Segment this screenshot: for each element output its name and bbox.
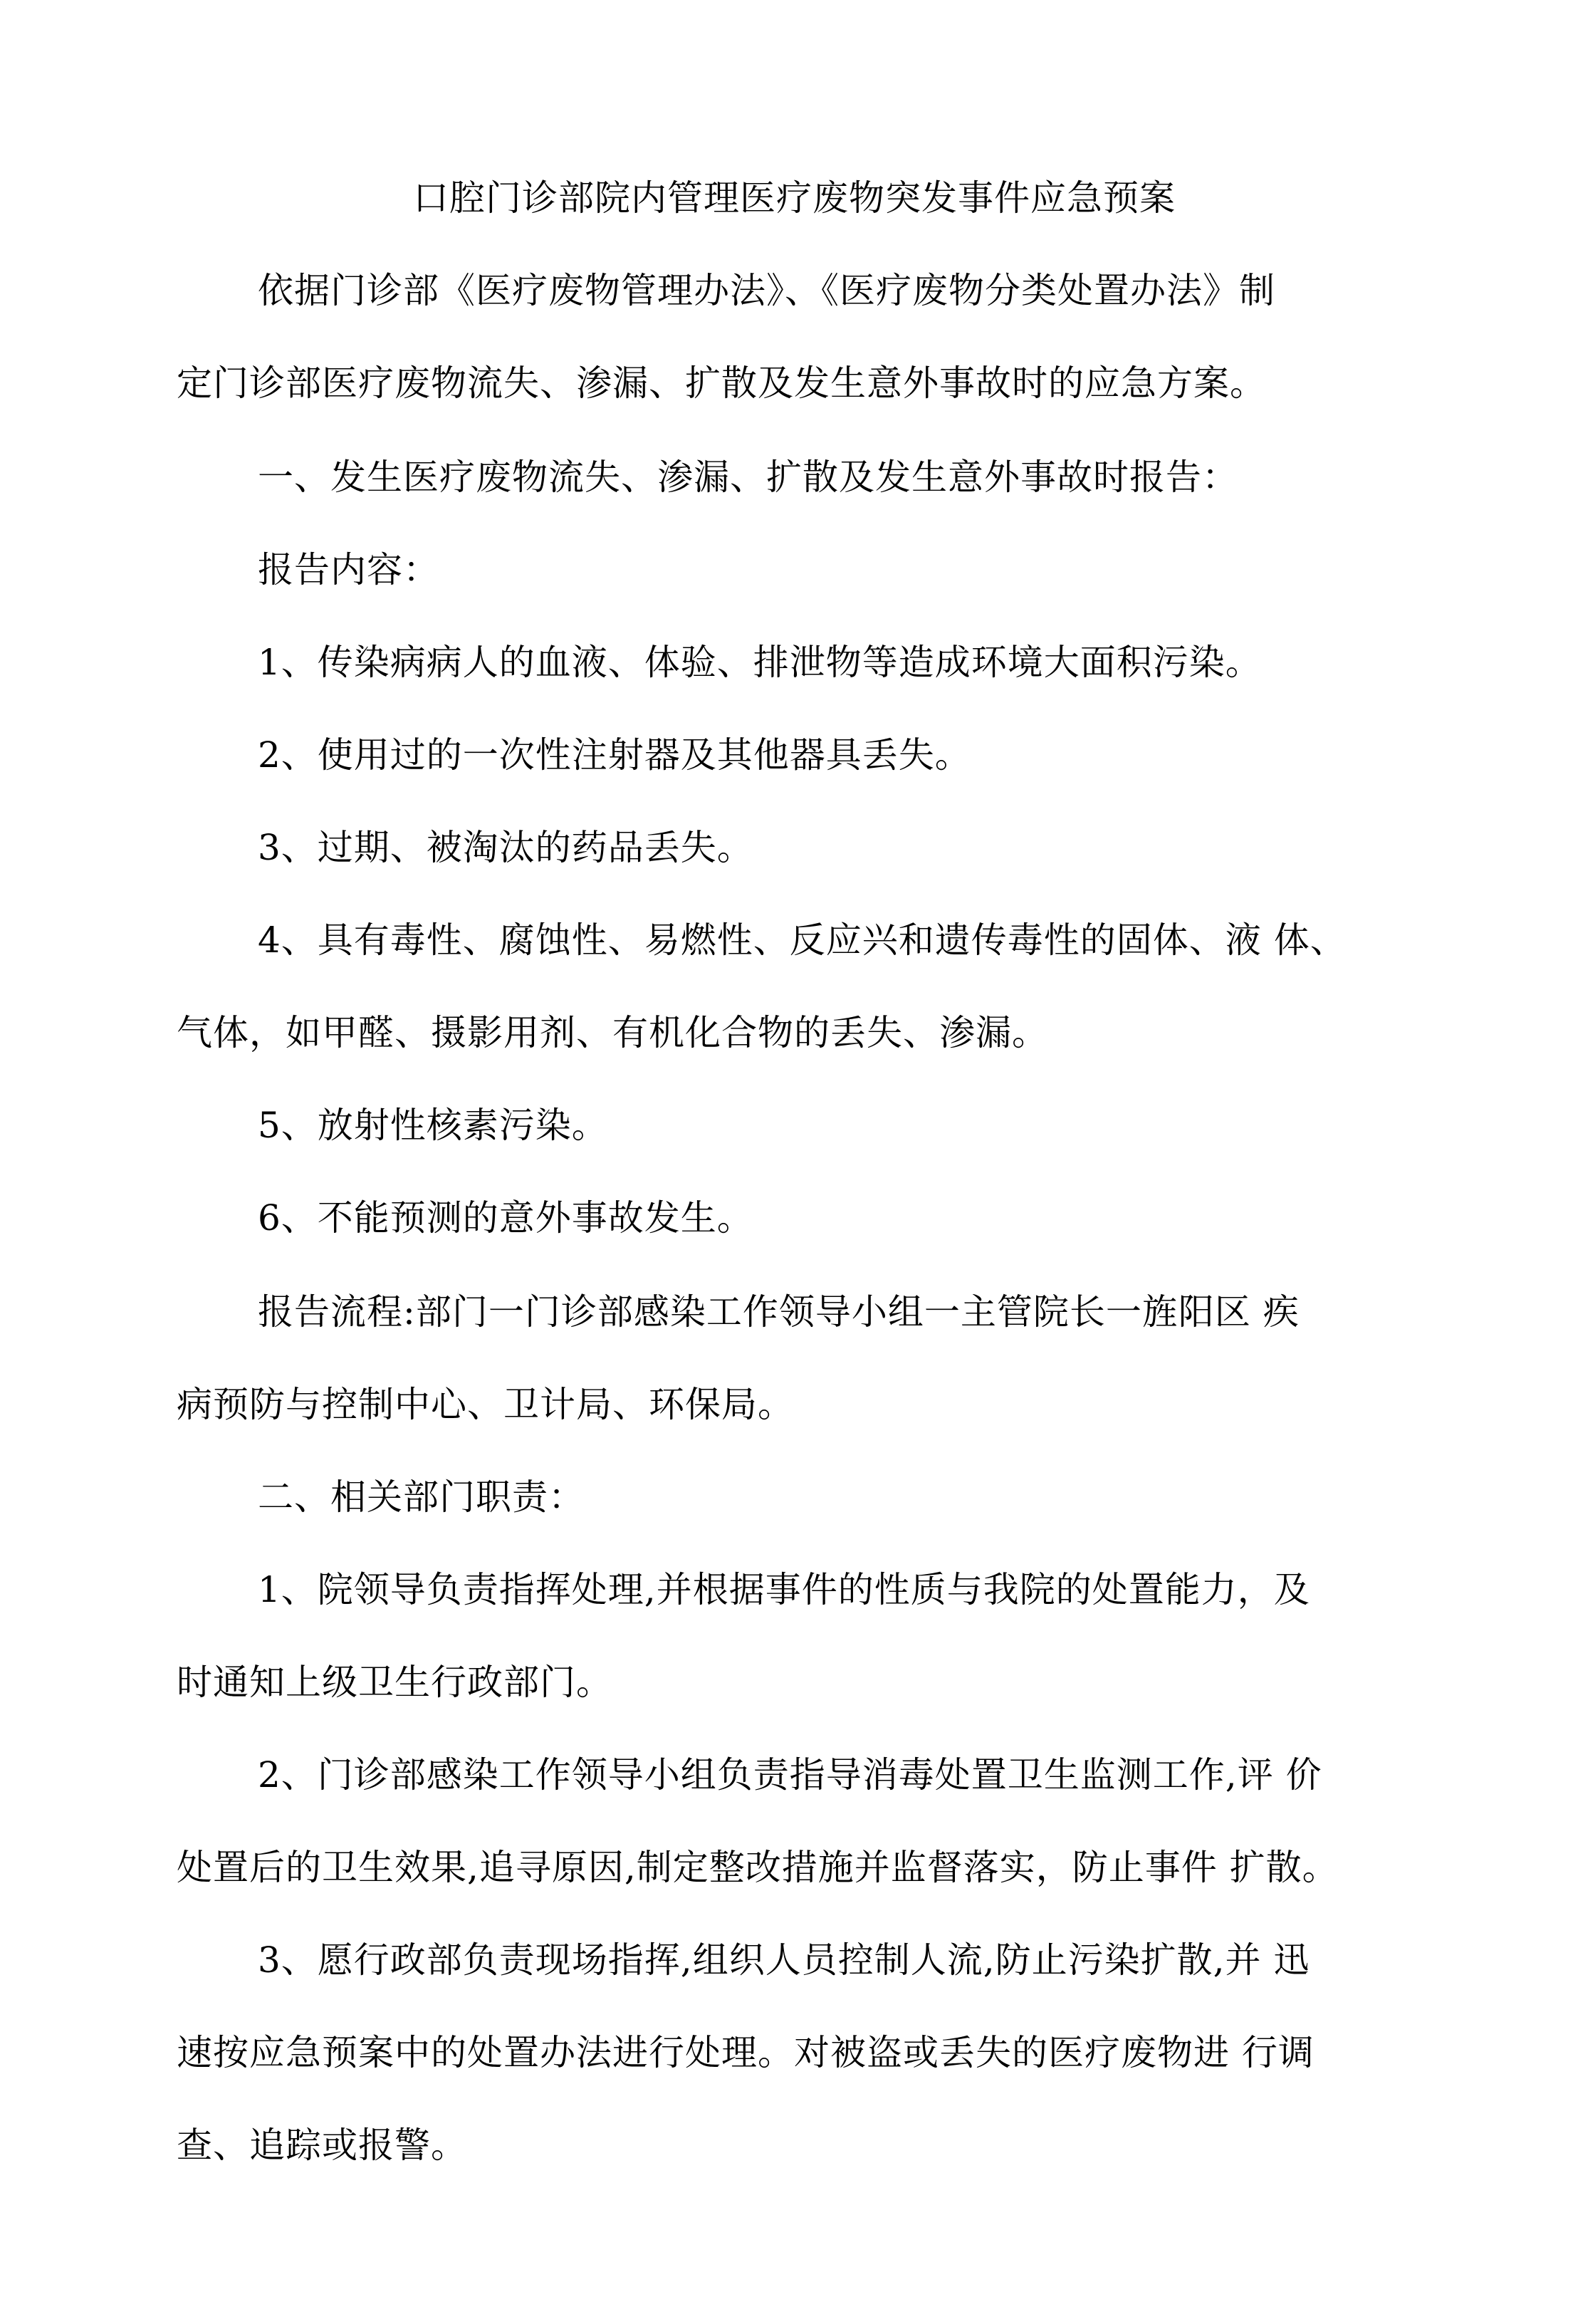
duty-item-2-line-2: 处置后的卫生效果,追寻原因,制定整改措施并监督落实，防止事件 扩散。 — [177, 1847, 1339, 1888]
report-flow-text: :部门一门诊部感染工作领导小组一主管院长一旌阳区 疾 — [403, 1291, 1300, 1333]
duty-item-3-line-2: 速按应急预案中的处置办法进行处理。对被盗或丢失的医疗废物进 行调 — [177, 2032, 1315, 2073]
report-content-label: 报告内容： — [258, 549, 439, 590]
report-flow-line-2: 病预防与控制中心、卫计局、环保局。 — [177, 1384, 794, 1425]
report-item-5: 5、放射性核素污染。 — [258, 1105, 608, 1146]
report-item-3: 3、过期、被淘汰的药品丢失。 — [258, 827, 753, 868]
duty-item-3-line-3: 查、追踪或报警。 — [177, 2125, 467, 2166]
report-flow-line-1 — [258, 1291, 1300, 1333]
duty-item-3-line-1: 3、愿行政部负责现场指挥,组织人员控制人流,防止污染扩散,并 迅 — [258, 1939, 1310, 1981]
intro-paragraph-line-1: 依据门诊部《医疗废物管理办法》、《医疗废物分类处置办法》制 — [258, 270, 1275, 311]
report-item-6: 6、不能预测的意外事故发生。 — [258, 1197, 753, 1239]
duty-item-2-line-1: 2、门诊部感染工作领导小组负责指导消毒处置卫生监测工作,评 价 — [258, 1754, 1322, 1796]
report-item-2: 2、使用过的一次性注射器及其他器具丢失。 — [258, 734, 971, 776]
report-item-4-line-1: 4、具有毒性、腐蚀性、易燃性、反应兴和遗传毒性的固体、液 体、 — [258, 919, 1347, 961]
report-item-4-line-2: 气体，如甲醛、摄影用剂、有机化合物的丢失、渗漏。 — [177, 1012, 1048, 1053]
section-2-heading: 二、相关部门职责： — [258, 1476, 585, 1518]
duty-item-1-line-1: 1、院领导负责指挥处理,并根据事件的性质与我院的处置能力，及 — [258, 1569, 1310, 1610]
intro-paragraph-line-2: 定门诊部医疗废物流失、渗漏、扩散及发生意外事故时的应急方案。 — [177, 363, 1266, 404]
report-flow-label: 报告流程 — [258, 1291, 403, 1333]
section-1-heading: 一、发生医疗废物流失、渗漏、扩散及发生意外事故时报告： — [258, 457, 1238, 498]
report-item-1: 1、传染病病人的血液、体验、排泄物等造成环境大面积污染。 — [258, 642, 1262, 683]
duty-item-1-line-2: 时通知上级卫生行政部门。 — [177, 1662, 612, 1703]
document-title: 口腔门诊部院内管理医疗废物突发事件应急预案 — [413, 177, 1176, 219]
